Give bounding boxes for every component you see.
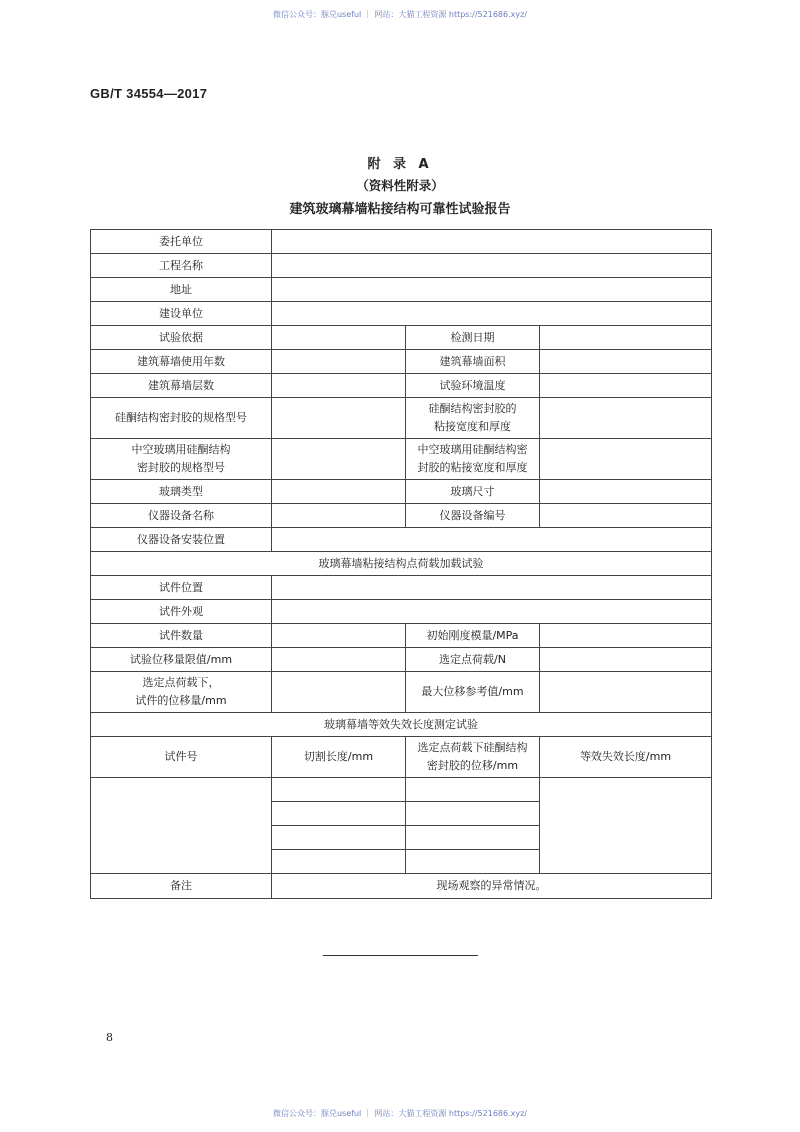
- value-cell: [272, 350, 406, 374]
- value-cell: [540, 504, 712, 528]
- label-line: 粘接宽度和厚度: [434, 420, 511, 433]
- value-cell: [540, 326, 712, 350]
- table-row: [91, 326, 712, 350]
- value-cell: [540, 374, 712, 398]
- row-label: 工程名称: [91, 254, 272, 278]
- value-cell: [540, 672, 712, 713]
- row-label: 初始刚度模量/MPa: [406, 624, 540, 648]
- value-cell: [540, 480, 712, 504]
- value-cell: [272, 802, 406, 826]
- label-line: 中空玻璃用硅酮结构密: [417, 443, 528, 456]
- standard-number: GB/T 34554—2017: [90, 86, 208, 101]
- value-cell: [540, 648, 712, 672]
- row-label: 最大位移参考值/mm: [406, 672, 540, 713]
- value-cell: [272, 624, 406, 648]
- value-cell: [272, 278, 712, 302]
- value-cell: [540, 398, 712, 439]
- value-cell: [406, 778, 540, 802]
- value-cell: [272, 326, 406, 350]
- value-cell: [272, 480, 406, 504]
- column-header-row: [91, 737, 712, 778]
- row-label: 选定点荷载/N: [406, 648, 540, 672]
- value-cell: [540, 439, 712, 480]
- value-cell: [406, 850, 540, 874]
- value-cell: [272, 302, 712, 326]
- table-row: [91, 528, 712, 552]
- watermark-bottom: 微信公众号：豚兑useful ｜ 网站：大猫工程资源 https://521686.xyz/: [272, 1109, 528, 1118]
- column-header: 切割长度/mm: [272, 737, 406, 778]
- value-cell: [272, 374, 406, 398]
- value-cell: [540, 624, 712, 648]
- row-label: 试验位移量限值/mm: [91, 648, 272, 672]
- row-label: 试件外观: [91, 600, 272, 624]
- table-row: [91, 230, 712, 254]
- value-cell: [272, 672, 406, 713]
- value-cell: [272, 439, 406, 480]
- page-number: 8: [106, 1031, 113, 1044]
- row-label: 硅酮结构密封胶的规格型号: [91, 398, 272, 439]
- label-line: 中空玻璃用硅酮结构: [131, 443, 231, 456]
- appendix-title: 附 录 A: [367, 157, 433, 172]
- value-cell: [272, 528, 712, 552]
- label-line: 试件的位移量/mm: [135, 694, 227, 707]
- value-cell: [272, 778, 406, 802]
- column-header: [406, 737, 540, 778]
- row-label: 地址: [91, 278, 272, 302]
- table-row: [91, 439, 712, 480]
- row-label: 建设单位: [91, 302, 272, 326]
- label-line: 封胶的粘接宽度和厚度: [417, 461, 528, 474]
- table-row: [91, 624, 712, 648]
- end-rule: [323, 955, 478, 956]
- value-cell: [406, 802, 540, 826]
- section-header: 玻璃幕墙粘接结构点荷载加载试验: [91, 552, 712, 576]
- row-label: 检测日期: [406, 326, 540, 350]
- value-cell: [272, 850, 406, 874]
- value-cell: [540, 350, 712, 374]
- row-label: [406, 398, 540, 439]
- table-row: [91, 398, 712, 439]
- table-row: [91, 254, 712, 278]
- label-line: 选定点荷载下硅酮结构: [417, 741, 528, 754]
- row-label: 试验依据: [91, 326, 272, 350]
- row-label: 委托单位: [91, 230, 272, 254]
- row-label: 建筑幕墙层数: [91, 374, 272, 398]
- row-label: 试件数量: [91, 624, 272, 648]
- row-label: 备注: [91, 874, 272, 899]
- table-row: [91, 648, 712, 672]
- value-cell: [272, 576, 712, 600]
- table-row: [91, 576, 712, 600]
- table-row: [91, 350, 712, 374]
- report-table: [90, 229, 712, 899]
- row-label: 建筑幕墙使用年数: [91, 350, 272, 374]
- value-cell: [540, 778, 712, 874]
- value-cell: [272, 398, 406, 439]
- table-row: [91, 374, 712, 398]
- table-row: [91, 672, 712, 713]
- row-label: 试验环境温度: [406, 374, 540, 398]
- table-row: [91, 504, 712, 528]
- row-label: 玻璃类型: [91, 480, 272, 504]
- section-header: 玻璃幕墙等效失效长度测定试验: [91, 713, 712, 737]
- row-label: 玻璃尺寸: [406, 480, 540, 504]
- row-label: 仪器设备编号: [406, 504, 540, 528]
- label-line: 选定点荷载下，: [142, 676, 220, 689]
- table-row: [91, 778, 712, 802]
- value-cell: [272, 826, 406, 850]
- value-cell: [272, 254, 712, 278]
- row-label: [91, 439, 272, 480]
- row-label: 仪器设备名称: [91, 504, 272, 528]
- table-row: [91, 600, 712, 624]
- watermark-top: 微信公众号：豚兑useful ｜ 网站：大猫工程资源 https://521686.xyz/: [272, 10, 528, 19]
- specimen-cell: [91, 778, 272, 874]
- row-label: [91, 672, 272, 713]
- value-cell: [272, 504, 406, 528]
- label-line: 密封胶的位移/mm: [426, 759, 519, 772]
- value-cell: [272, 648, 406, 672]
- row-label: 建筑幕墙面积: [406, 350, 540, 374]
- column-header: 试件号: [91, 737, 272, 778]
- label-line: 密封胶的规格型号: [137, 461, 225, 474]
- row-label: 试件位置: [91, 576, 272, 600]
- section-header-row: [91, 713, 712, 737]
- column-header: 等效失效长度/mm: [540, 737, 712, 778]
- appendix-name: 建筑玻璃幕墙粘接结构可靠性试验报告: [289, 202, 511, 217]
- label-line: 硅酮结构密封胶的: [428, 402, 517, 415]
- table-row: [91, 874, 712, 899]
- table-row: [91, 278, 712, 302]
- row-label: [406, 439, 540, 480]
- table-row: [91, 480, 712, 504]
- value-cell: [272, 600, 712, 624]
- appendix-type: （资料性附录）: [356, 178, 444, 193]
- row-label: 仪器设备安装位置: [91, 528, 272, 552]
- section-header-row: [91, 552, 712, 576]
- remark-value: 现场观察的异常情况。: [272, 874, 712, 899]
- value-cell: [406, 826, 540, 850]
- value-cell: [272, 230, 712, 254]
- table-row: [91, 302, 712, 326]
